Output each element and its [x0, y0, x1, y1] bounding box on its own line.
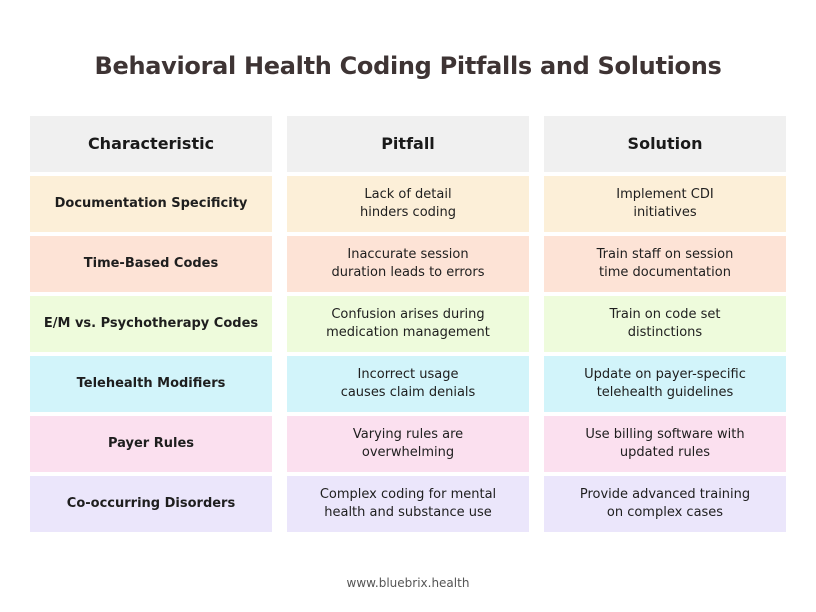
- solution-cell: Train staff on session time documentation: [544, 236, 786, 292]
- pitfall-cell: Complex coding for mental health and substance use: [287, 476, 529, 532]
- pitfall-cell: Inaccurate session duration leads to errors: [287, 236, 529, 292]
- footer-url: www.bluebrix.health: [346, 576, 470, 590]
- pitfall-cell: Incorrect usage causes claim denials: [287, 356, 529, 412]
- characteristic-cell: Payer Rules: [30, 416, 272, 472]
- comparison-table: [30, 116, 786, 532]
- solution-cell: Provide advanced training on complex cases: [544, 476, 786, 532]
- pitfall-cell: Lack of detail hinders coding: [287, 176, 529, 232]
- solution-cell: Implement CDI initiatives: [544, 176, 786, 232]
- solution-cell: Use billing software with updated rules: [544, 416, 786, 472]
- page-title: Behavioral Health Coding Pitfalls and Solutions: [94, 52, 722, 80]
- column-header-pitfall: Pitfall: [287, 116, 529, 172]
- column-header-characteristic: Characteristic: [30, 116, 272, 172]
- column-header-solution: Solution: [544, 116, 786, 172]
- pitfall-cell: Confusion arises during medication management: [287, 296, 529, 352]
- characteristic-cell: Co-occurring Disorders: [30, 476, 272, 532]
- pitfall-cell: Varying rules are overwhelming: [287, 416, 529, 472]
- characteristic-cell: Telehealth Modifiers: [30, 356, 272, 412]
- characteristic-cell: E/M vs. Psychotherapy Codes: [30, 296, 272, 352]
- characteristic-cell: Time-Based Codes: [30, 236, 272, 292]
- solution-cell: Train on code set distinctions: [544, 296, 786, 352]
- solution-cell: Update on payer-specific telehealth guidelines: [544, 356, 786, 412]
- characteristic-cell: Documentation Specificity: [30, 176, 272, 232]
